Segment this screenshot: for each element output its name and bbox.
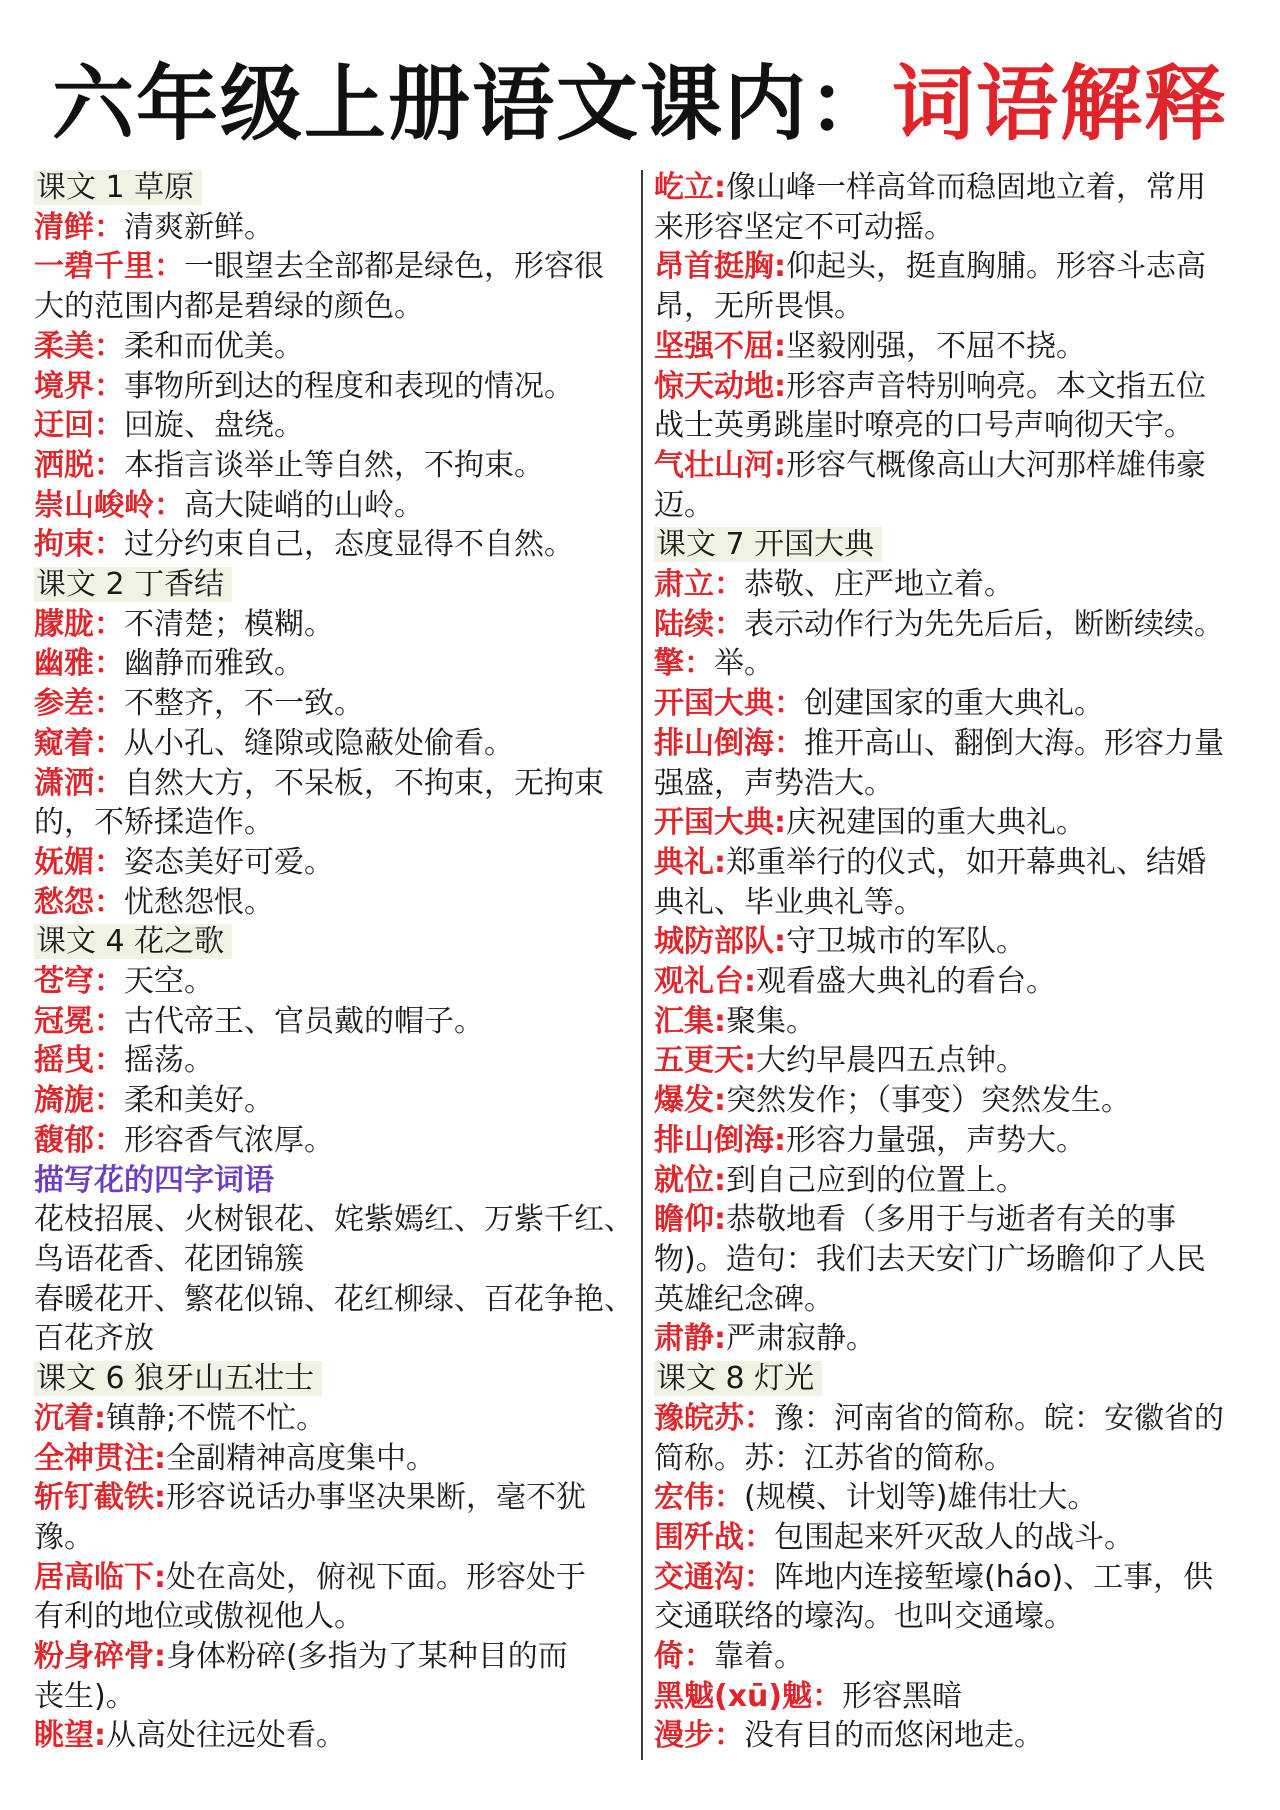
vocab-term: 漫步：	[654, 1718, 744, 1754]
title-main: 六年级上册语文课内：	[51, 57, 892, 152]
continuation-line	[654, 406, 1256, 446]
vocab-term: 斩钉截铁:	[34, 1480, 166, 1516]
vocab-term: 肃静:	[654, 1321, 726, 1357]
vocab-term: 摇曳：	[34, 1043, 124, 1079]
vocab-entry	[654, 644, 1256, 684]
vocab-definition: 从高处往远处看。	[106, 1718, 346, 1754]
vocab-definition: 不整齐，不一致。	[124, 686, 364, 722]
vocab-entry	[654, 1041, 1256, 1081]
line-text: 春暖花开、繁花似锦、花红柳绿、百花争艳、	[34, 1281, 634, 1317]
vocab-definition: 形容香气浓厚。	[124, 1122, 334, 1158]
continuation-line	[34, 1240, 636, 1280]
left-column	[34, 168, 636, 1756]
vocab-entry	[34, 1637, 636, 1677]
vocab-term: 开国大典:	[654, 805, 786, 841]
lesson-heading-text: 课文 4 花之歌	[34, 924, 232, 959]
vocab-entry	[34, 525, 636, 565]
vocab-definition: 摇荡。	[124, 1043, 214, 1079]
vocab-definition: 阵地内连接堑壕(háo)、工事，供	[774, 1559, 1214, 1595]
title-accent: 词语解释	[892, 57, 1229, 152]
vocab-definition: 表示动作行为先先后后，断断续续。	[744, 606, 1224, 642]
vocab-term: 倚：	[654, 1639, 714, 1675]
vocab-entry	[654, 1399, 1256, 1439]
vocab-term: 旖旎：	[34, 1083, 124, 1119]
vocab-definition: 自然大方，不呆板，不拘束，无拘束	[124, 765, 604, 801]
vocab-definition: 镇静;不慌不忙。	[106, 1400, 327, 1436]
vocab-definition: 坚毅刚强，不屈不挠。	[786, 328, 1086, 364]
vocab-definition: 回旋、盘绕。	[124, 408, 304, 444]
vocab-term: 爆发:	[654, 1083, 726, 1119]
vocab-definition: 聚集。	[726, 1003, 816, 1039]
vocab-term: 柔美：	[34, 328, 124, 364]
continuation-line	[654, 208, 1256, 248]
vocab-term: 妩媚：	[34, 844, 124, 880]
vocab-entry	[654, 247, 1256, 287]
vocab-entry	[654, 1002, 1256, 1042]
lesson-heading-text: 课文 6 狼牙山五壮士	[34, 1361, 322, 1396]
vocab-definition: 形容气概像高山大河那样雄伟豪	[786, 447, 1206, 483]
continuation-line	[34, 1677, 636, 1717]
vocab-term: 开国大典：	[654, 686, 804, 722]
vocab-entry	[34, 367, 636, 407]
line-text: 物)。造句：我们去天安门广场瞻仰了人民	[654, 1241, 1206, 1277]
vocab-entry	[654, 1121, 1256, 1161]
vocab-definition: 创建国家的重大典礼。	[804, 686, 1104, 722]
vocab-entry	[34, 1439, 636, 1479]
vocab-entry	[34, 843, 636, 883]
vocab-term: 城防部队:	[654, 924, 786, 960]
subheading-text: 描写花的四字词语	[34, 1162, 274, 1198]
vocab-term: 交通沟：	[654, 1559, 774, 1595]
vocab-definition: 靠着。	[714, 1639, 804, 1675]
line-text: 大的范围内都是碧绿的颜色。	[34, 289, 424, 325]
continuation-line	[654, 764, 1256, 804]
line-text: 英雄纪念碑。	[654, 1281, 834, 1317]
vocab-term: 排山倒海：	[654, 725, 804, 761]
vocab-definition: 观看盛大典礼的看台。	[756, 964, 1056, 1000]
vocab-term: 屹立:	[654, 170, 726, 205]
vocab-term: 潇洒：	[34, 765, 124, 801]
vocab-term: 惊天动地:	[654, 368, 786, 404]
continuation-line	[654, 1280, 1256, 1320]
lesson-heading	[34, 565, 636, 605]
lesson-heading-text: 课文 1 草原	[34, 170, 202, 205]
vocab-definition: 仰起头，挺直胸脯。形容斗志高	[786, 249, 1206, 285]
vocab-entry	[34, 1041, 636, 1081]
line-text: 典礼、毕业典礼等。	[654, 884, 924, 920]
vocab-term: 窥着：	[34, 725, 124, 761]
vocab-entry	[654, 922, 1256, 962]
vocab-entry	[34, 327, 636, 367]
vocab-entry	[654, 843, 1256, 883]
vocab-entry	[34, 1121, 636, 1161]
vocab-definition: 恭敬地看（多用于与逝者有关的事	[726, 1202, 1176, 1238]
vocab-definition: 形容力量强，声势大。	[786, 1122, 1086, 1158]
vocab-entry	[654, 962, 1256, 1002]
continuation-line	[34, 803, 636, 843]
continuation-line	[654, 883, 1256, 923]
vocab-definition: 高大陡峭的山岭。	[184, 487, 424, 523]
vocab-term: 崇山峻岭：	[34, 487, 184, 523]
vocab-entry	[34, 764, 636, 804]
vocab-definition: 姿态美好可爱。	[124, 844, 334, 880]
vocab-term: 气壮山河:	[654, 447, 786, 483]
vocab-term: 参差：	[34, 686, 124, 722]
vocab-entry	[654, 1716, 1256, 1756]
vocab-entry	[34, 724, 636, 764]
vocab-entry	[34, 1002, 636, 1042]
vocab-definition: (规模、计划等)雄伟壮大。	[744, 1480, 1098, 1516]
lesson-heading-text: 课文 2 丁香结	[34, 567, 232, 602]
vocab-term: 肃立：	[654, 567, 744, 603]
continuation-line	[654, 1240, 1256, 1280]
continuation-line	[34, 1518, 636, 1558]
lesson-heading-text: 课文 8 灯光	[654, 1361, 822, 1396]
vocab-entry	[654, 605, 1256, 645]
vocab-term: 眺望:	[34, 1718, 106, 1754]
vocab-term: 境界：	[34, 368, 124, 404]
vocab-term: 五更天:	[654, 1043, 756, 1079]
vocab-term: 陆续：	[654, 606, 744, 642]
vocab-term: 围歼战：	[654, 1519, 774, 1555]
vocab-term: 苍穹：	[34, 964, 124, 1000]
vocab-entry	[34, 605, 636, 645]
line-text: 百花齐放	[34, 1321, 154, 1357]
vocab-entry	[34, 1399, 636, 1439]
line-text: 交通联络的壕沟。也叫交通壕。	[654, 1599, 1074, 1635]
vocab-entry	[654, 1677, 1256, 1717]
line-text: 有利的地位或傲视他人。	[34, 1599, 364, 1635]
vocab-term: 典礼:	[654, 844, 726, 880]
vocab-definition: 大约早晨四五点钟。	[756, 1043, 1026, 1079]
vocab-entry	[654, 446, 1256, 486]
vocab-term: 一碧千里：	[34, 249, 184, 285]
line-text: 昂，无所畏惧。	[654, 289, 864, 325]
vocab-term: 全神贯注:	[34, 1440, 166, 1476]
vocab-term: 豫皖苏：	[654, 1400, 774, 1436]
vocab-definition: 过分约束自己，态度显得不自然。	[124, 527, 574, 563]
vocab-entry	[654, 724, 1256, 764]
continuation-line	[654, 486, 1256, 526]
vocab-term: 朦胧：	[34, 606, 124, 642]
vocab-entry	[654, 1161, 1256, 1201]
line-text: 的，不矫揉造作。	[34, 805, 274, 841]
vocab-term: 幽雅：	[34, 646, 124, 682]
vocab-term: 冠冕：	[34, 1003, 124, 1039]
continuation-line	[654, 1597, 1256, 1637]
vocab-term: 居高临下:	[34, 1559, 166, 1595]
vocab-term: 宏伟：	[654, 1480, 744, 1516]
line-text: 迈。	[654, 487, 714, 523]
line-text: 强盛，声势浩大。	[654, 765, 894, 801]
subheading	[34, 1161, 636, 1201]
vocab-term: 洒脱：	[34, 447, 124, 483]
lesson-heading	[654, 1359, 1256, 1399]
continuation-line	[654, 1439, 1256, 1479]
vocab-term: 拘束：	[34, 527, 124, 563]
vocab-entry	[654, 1081, 1256, 1121]
vocab-entry	[34, 486, 636, 526]
vocab-entry	[654, 1637, 1256, 1677]
vocab-term: 汇集:	[654, 1003, 726, 1039]
vocab-definition: 古代帝王、官员戴的帽子。	[124, 1003, 484, 1039]
page-title	[0, 50, 1280, 160]
line-text: 花枝招展、火树银花、姹紫嫣红、万紫千红、	[34, 1202, 634, 1238]
vocab-definition: 从小孔、缝隙或隐蔽处偷看。	[124, 725, 514, 761]
vocab-definition: 幽静而雅致。	[124, 646, 304, 682]
vocab-term: 观礼台:	[654, 964, 756, 1000]
vocab-term: 擎：	[654, 646, 714, 682]
vocab-entry	[34, 247, 636, 287]
vocab-entry	[654, 367, 1256, 407]
vocab-term: 馥郁：	[34, 1122, 124, 1158]
vocab-entry	[34, 208, 636, 248]
vocab-entry	[654, 1478, 1256, 1518]
continuation-line	[34, 1319, 636, 1359]
vocab-entry	[34, 684, 636, 724]
continuation-line	[654, 287, 1256, 327]
line-text: 豫。	[34, 1519, 94, 1555]
vocab-term: 坚强不屈:	[654, 328, 786, 364]
vocab-definition: 像山峰一样高耸而稳固地立着，常用	[726, 170, 1206, 205]
vocab-definition: 形容声音特别响亮。本文指五位	[786, 368, 1206, 404]
vocab-entry	[654, 1518, 1256, 1558]
line-text: 鸟语花香、花团锦簇	[34, 1241, 304, 1277]
vocab-term: 排山倒海:	[654, 1122, 786, 1158]
line-text: 战士英勇跳崖时嘹亮的口号声响彻天宇。	[654, 408, 1194, 444]
vocab-definition: 庆祝建国的重大典礼。	[786, 805, 1086, 841]
column-divider	[641, 170, 643, 1760]
vocab-definition: 不清楚；模糊。	[124, 606, 334, 642]
vocab-definition: 一眼望去全部都是绿色，形容很	[184, 249, 604, 285]
vocab-term: 昂首挺胸:	[654, 249, 786, 285]
vocab-term: 清鲜：	[34, 209, 124, 245]
vocab-definition: 推开高山、翻倒大海。形容力量	[804, 725, 1224, 761]
vocab-term: 粉身碎骨:	[34, 1639, 166, 1675]
vocab-definition: 没有目的而悠闲地走。	[744, 1718, 1044, 1754]
vocab-entry	[654, 1558, 1256, 1598]
vocab-entry	[34, 1478, 636, 1518]
vocab-definition: 到自己应到的位置上。	[726, 1162, 1026, 1198]
lesson-heading	[34, 168, 636, 208]
vocab-definition: 清爽新鲜。	[124, 209, 274, 245]
vocab-entry	[34, 883, 636, 923]
vocab-definition: 包围起来歼灭敌人的战斗。	[774, 1519, 1134, 1555]
vocab-definition: 本指言谈举止等自然，不拘束。	[124, 447, 544, 483]
vocab-entry	[34, 1081, 636, 1121]
vocab-entry	[34, 1716, 636, 1756]
vocab-definition: 柔和而优美。	[124, 328, 304, 364]
vocab-entry	[654, 565, 1256, 605]
vocab-entry	[654, 168, 1256, 208]
vocab-term: 沉着:	[34, 1400, 106, 1436]
lesson-heading	[34, 922, 636, 962]
vocab-entry	[34, 446, 636, 486]
vocab-entry	[654, 1200, 1256, 1240]
vocab-entry	[34, 1558, 636, 1598]
lesson-heading	[34, 1359, 636, 1399]
vocab-entry	[654, 803, 1256, 843]
continuation-line	[34, 287, 636, 327]
continuation-line	[34, 1597, 636, 1637]
vocab-definition: 天空。	[124, 964, 214, 1000]
vocab-definition: 严肃寂静。	[726, 1321, 876, 1357]
vocab-term: 迂回：	[34, 408, 124, 444]
vocab-term: 愁怨：	[34, 884, 124, 920]
vocab-definition: 柔和美好。	[124, 1083, 274, 1119]
lesson-heading	[654, 525, 1256, 565]
continuation-line	[34, 1200, 636, 1240]
vocab-term: 瞻仰:	[654, 1202, 726, 1238]
vocab-definition: 守卫城市的军队。	[786, 924, 1026, 960]
line-text: 简称。苏：江苏省的简称。	[654, 1440, 1014, 1476]
vocab-entry	[34, 644, 636, 684]
vocab-entry	[654, 327, 1256, 367]
vocab-entry	[654, 1319, 1256, 1359]
vocab-definition: 形容黑暗	[842, 1678, 963, 1714]
vocab-definition: 形容说话办事坚决果断，毫不犹	[166, 1480, 586, 1516]
vocab-definition: 忧愁怨恨。	[124, 884, 274, 920]
vocab-definition: 恭敬、庄严地立着。	[744, 567, 1014, 603]
vocab-entry	[654, 684, 1256, 724]
vocab-entry	[34, 406, 636, 446]
vocab-definition: 事物所到达的程度和表现的情况。	[124, 368, 574, 404]
vocab-entry	[34, 962, 636, 1002]
line-text: 丧生)。	[34, 1678, 136, 1714]
vocab-definition: 身体粉碎(多指为了某种目的而	[166, 1639, 568, 1675]
vocab-term: 黑魆(xū)魆：	[654, 1678, 843, 1714]
line-text: 来形容坚定不可动摇。	[654, 209, 954, 245]
vocab-definition: 全副精神高度集中。	[166, 1440, 436, 1476]
vocab-definition: 郑重举行的仪式，如开幕典礼、结婚	[726, 844, 1206, 880]
right-column	[654, 168, 1256, 1756]
lesson-heading-text: 课文 7 开国大典	[654, 527, 882, 562]
vocab-definition: 豫：河南省的简称。皖：安徽省的	[774, 1400, 1224, 1436]
vocab-definition: 处在高处，俯视下面。形容处于	[166, 1559, 586, 1595]
vocab-definition: 举。	[714, 646, 774, 682]
vocab-term: 就位:	[654, 1162, 726, 1198]
vocab-definition: 突然发作；（事变）突然发生。	[726, 1083, 1131, 1119]
continuation-line	[34, 1280, 636, 1320]
